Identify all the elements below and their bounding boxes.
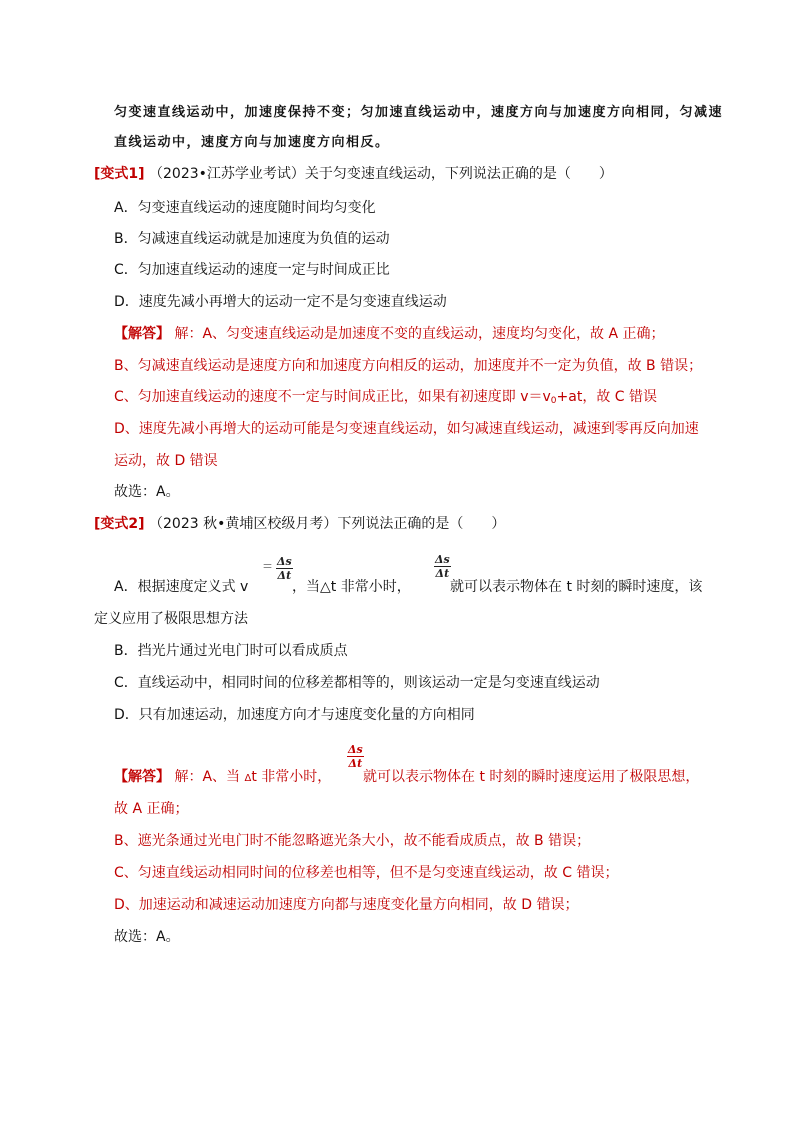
variant1-option-b: B．匀减速直线运动就是加速度为负值的运动: [114, 231, 390, 247]
variant1-answer-line-1: [114, 324, 665, 344]
variant1-answer-c-subscript: 0: [550, 396, 557, 406]
variant1-question: （2023•江苏学业考试）关于匀变速直线运动，下列说法正确的是（ ）: [149, 166, 613, 182]
variant2-answer-a-part1: 解：A、当: [174, 769, 241, 785]
variant2-tag: [变式2]: [94, 516, 145, 532]
variant1-option-a: A．匀变速直线运动的速度随时间均匀变化: [114, 200, 376, 216]
limit-fraction-denominator: Δt: [435, 567, 450, 580]
intro-line-1: 匀变速直线运动中，加速度保持不变；匀加速直线运动中，速度方向与加速度方向相同，匀减速: [114, 105, 724, 120]
variant1-answer-b: B、匀减速直线运动是速度方向和加速度方向相反的运动，加速度并不一定为负值，故 B 错误；: [114, 358, 703, 374]
answer-fraction-denominator: Δt: [348, 757, 363, 770]
velocity-definition-fraction: [276, 555, 293, 582]
variant1-option-c: C．匀加速直线运动的速度一定与时间成正比: [114, 262, 390, 278]
variant2-option-c: C．直线运动中，相同时间的位移差都相等的，则该运动一定是匀变速直线运动: [114, 675, 600, 691]
fraction-denominator: Δt: [277, 569, 292, 582]
limit-fraction: [434, 553, 451, 580]
variant1-answer-d-cont: 运动，故 D 错误: [114, 453, 218, 469]
variant1-answer-c-line: [114, 387, 657, 411]
variant2-answer-label: 【解答】: [114, 769, 170, 785]
variant2-question-line: [94, 514, 505, 534]
variant2-option-a-part3: 就可以表示物体在 t 时刻的瞬时速度，该: [450, 579, 703, 595]
intro-line-2: 直线运动中，速度方向与加速度方向相反。: [114, 135, 390, 150]
variant1-answer-label: 【解答】: [114, 326, 170, 342]
variant2-answer-a-part2: t 非常小时，: [251, 769, 332, 785]
variant2-option-a-line2: 定义应用了极限思想方法: [94, 611, 248, 627]
variant2-answer-a-delta: Δ: [244, 773, 252, 784]
variant2-question: （2023 秋•黄埔区校级月考）下列说法正确的是（ ）: [149, 516, 506, 532]
variant2-answer-a-cont: 故 A 正确；: [114, 801, 189, 817]
variant2-answer-line-1: [114, 767, 331, 789]
variant2-option-a-part1: A．根据速度定义式 v: [114, 579, 249, 595]
variant2-option-a-equals: ＝: [262, 560, 273, 573]
answer-fraction: [347, 743, 364, 770]
variant1-conclusion: 故选：A。: [114, 484, 180, 500]
answer-fraction-numerator: Δs: [348, 743, 363, 756]
variant2-option-d: D．只有加速运动，加速度方向才与速度变化量的方向相同: [114, 707, 475, 723]
variant2-conclusion: 故选：A。: [114, 929, 180, 945]
limit-fraction-numerator: Δs: [435, 553, 450, 566]
variant1-question-line: [94, 164, 613, 184]
variant2-answer-d: D、加速运动和减速运动加速度方向都与速度变化量方向相同，故 D 错误；: [114, 897, 579, 913]
variant1-answer-c-end: +at，故 C 错误: [556, 389, 658, 405]
variant1-answer-c: C、匀加速直线运动的速度不一定与时间成正比，如果有初速度即 v＝v: [114, 389, 551, 405]
variant2-option-b: B．挡光片通过光电门时可以看成质点: [114, 643, 348, 659]
variant2-answer-c: C、匀速直线运动相同时间的位移差也相等，但不是匀变速直线运动，故 C 错误；: [114, 865, 619, 881]
variant2-option-a-part2: ，当△t 非常小时，: [292, 579, 411, 595]
variant1-tag: [变式1]: [94, 166, 145, 182]
variant1-answer-d: D、速度先减小再增大的运动可能是匀变速直线运动，如匀减速直线运动，减速到零再反向加速: [114, 421, 699, 437]
fraction-numerator: Δs: [277, 555, 292, 568]
variant1-option-d: D．速度先减小再增大的运动一定不是匀变速直线运动: [114, 294, 447, 310]
variant2-answer-b: B、遮光条通过光电门时不能忽略遮光条大小，故不能看成质点，故 B 错误；: [114, 833, 591, 849]
variant1-answer-a: 解：A、匀变速直线运动是加速度不变的直线运动，速度均匀变化，故 A 正确；: [174, 326, 665, 342]
variant2-answer-a-part3: 就可以表示物体在 t 时刻的瞬时速度运用了极限思想，: [363, 769, 700, 785]
